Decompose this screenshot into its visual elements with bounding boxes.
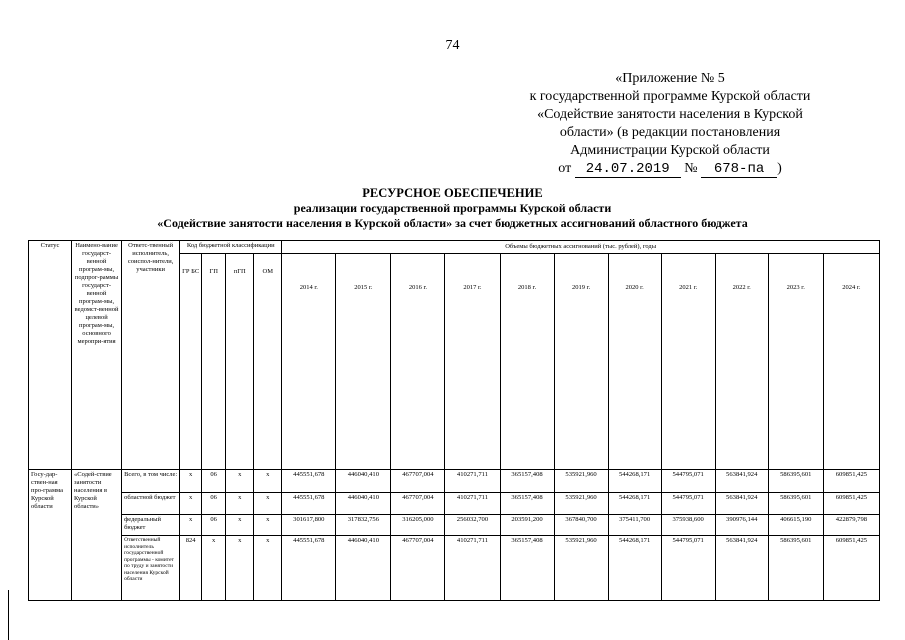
document-subtitle-2: «Содействие занятости населения в Курской области» за счет бюджетных ассигнований областного бюджета: [157, 216, 748, 230]
value-cell: 563841,924: [715, 493, 768, 515]
value-cell: 365157,408: [500, 493, 554, 515]
value-cell: 586395,601: [768, 536, 823, 601]
value-cell: 535921,960: [554, 493, 608, 515]
code-cell: х: [254, 515, 282, 536]
value-cell: 446040,410: [336, 536, 391, 601]
document-title: РЕСУРСНОЕ ОБЕСПЕЧЕНИЕ: [362, 186, 543, 200]
code-cell: х: [226, 493, 254, 515]
value-cell: 203591,200: [500, 515, 554, 536]
value-cell: 544795,071: [661, 536, 715, 601]
header-status: Статус: [29, 241, 72, 470]
value-cell: 316205,000: [391, 515, 445, 536]
value-cell: 367840,700: [554, 515, 608, 536]
value-cell: 467707,004: [391, 493, 445, 515]
value-cell: 410271,711: [445, 493, 500, 515]
value-cell: 535921,960: [554, 536, 608, 601]
status-cell: Госу-дар-ствен-ная про-грамма Курской области: [29, 470, 72, 601]
header-year: 2018 г.: [500, 254, 554, 470]
header-year: 2014 г.: [282, 254, 336, 470]
table-row: [29, 470, 880, 493]
table-row: [29, 536, 880, 601]
decree-close-bracket: ): [777, 161, 782, 176]
value-cell: 365157,408: [500, 536, 554, 601]
header-year: 2023 г.: [768, 254, 823, 470]
header-year: 2024 г.: [823, 254, 879, 470]
header-year: 2015 г.: [336, 254, 391, 470]
value-cell: 544795,071: [661, 470, 715, 493]
code-cell: х: [226, 515, 254, 536]
decree-line: [520, 160, 820, 178]
decree-number: 678-па: [701, 162, 777, 178]
document-subtitle: реализации государственной программы Курской области: [293, 201, 612, 215]
code-cell: х: [226, 536, 254, 601]
value-cell: 410271,711: [445, 536, 500, 601]
row-label: Ответственный исполнитель государственной программы - комитет по труду и занятости населения Курской области: [122, 536, 180, 601]
row-label: областной бюджет: [122, 493, 180, 515]
code-cell: х: [254, 536, 282, 601]
value-cell: 563841,924: [715, 536, 768, 601]
value-cell: 301617,800: [282, 515, 336, 536]
resource-table: [28, 240, 880, 601]
header-pgp: пГП: [226, 254, 254, 470]
header-responsible: Ответс-твенный исполнитель, соиспол-нители, участники: [122, 241, 180, 470]
value-cell: 544268,171: [608, 493, 661, 515]
header-name: Наимено-вание государст-венной програм-мы, подпрог-раммы государст-венной програм-мы, ведомст-венной целевой програм-мы, основного меропри-ятия: [72, 241, 122, 470]
header-volumes: Объемы бюджетных ассигнований (тыс. рублей), годы: [282, 241, 880, 254]
value-cell: 446040,410: [336, 493, 391, 515]
decree-date: 24.07.2019: [575, 162, 681, 178]
value-cell: 317832,756: [336, 515, 391, 536]
scan-margin-line: [8, 590, 9, 640]
row-label: Всего, в том числе:: [122, 470, 180, 493]
header-om: ОМ: [254, 254, 282, 470]
program-name-cell: «Содей-ствие занятости населения в Курской области»: [72, 470, 122, 601]
table-row: [29, 493, 880, 515]
appendix-block: [520, 70, 820, 178]
value-cell: 609851,425: [823, 493, 879, 515]
table-row: [29, 515, 880, 536]
value-cell: 445551,678: [282, 493, 336, 515]
code-cell: х: [254, 493, 282, 515]
value-cell: 445551,678: [282, 470, 336, 493]
value-cell: 390976,144: [715, 515, 768, 536]
decree-from-label: от: [558, 161, 572, 176]
code-cell: х: [180, 493, 202, 515]
value-cell: 544795,071: [661, 493, 715, 515]
code-cell: х: [180, 515, 202, 536]
header-year: 2021 г.: [661, 254, 715, 470]
value-cell: 544268,171: [608, 536, 661, 601]
header-year: 2017 г.: [445, 254, 500, 470]
value-cell: 563841,924: [715, 470, 768, 493]
header-year: 2019 г.: [554, 254, 608, 470]
appendix-line: к государственной программе Курской области: [529, 89, 811, 104]
value-cell: 375938,600: [661, 515, 715, 536]
code-cell: 824: [180, 536, 202, 601]
page-number: 74: [445, 38, 460, 53]
value-cell: 535921,960: [554, 470, 608, 493]
value-cell: 375411,700: [608, 515, 661, 536]
value-cell: 586395,601: [768, 470, 823, 493]
header-gp: ГП: [202, 254, 226, 470]
header-year: 2022 г.: [715, 254, 768, 470]
code-cell: х: [180, 470, 202, 493]
appendix-line: Администрации Курской области: [570, 143, 770, 158]
header-year: 2016 г.: [391, 254, 445, 470]
row-label: федеральный бюджет: [122, 515, 180, 536]
value-cell: 609851,425: [823, 470, 879, 493]
header-grbs: ГР БС: [180, 254, 202, 470]
value-cell: 445551,678: [282, 536, 336, 601]
value-cell: 446040,410: [336, 470, 391, 493]
code-cell: х: [202, 536, 226, 601]
value-cell: 422879,798: [823, 515, 879, 536]
value-cell: 544268,171: [608, 470, 661, 493]
code-cell: 06: [202, 470, 226, 493]
code-cell: х: [226, 470, 254, 493]
value-cell: 406615,190: [768, 515, 823, 536]
value-cell: 609851,425: [823, 536, 879, 601]
code-cell: 06: [202, 515, 226, 536]
value-cell: 256032,700: [445, 515, 500, 536]
value-cell: 467707,004: [391, 536, 445, 601]
header-budget-code: Код бюджетной классификации: [180, 241, 282, 254]
value-cell: 467707,004: [391, 470, 445, 493]
code-cell: х: [254, 470, 282, 493]
value-cell: 586395,601: [768, 493, 823, 515]
appendix-line: «Приложение № 5: [615, 71, 725, 86]
header-year: 2020 г.: [608, 254, 661, 470]
appendix-line: области» (в редакции постановления: [559, 125, 781, 140]
value-cell: 365157,408: [500, 470, 554, 493]
value-cell: 410271,711: [445, 470, 500, 493]
code-cell: 06: [202, 493, 226, 515]
decree-number-label: №: [684, 161, 698, 176]
appendix-line: «Содействие занятости населения в Курской: [537, 107, 803, 122]
